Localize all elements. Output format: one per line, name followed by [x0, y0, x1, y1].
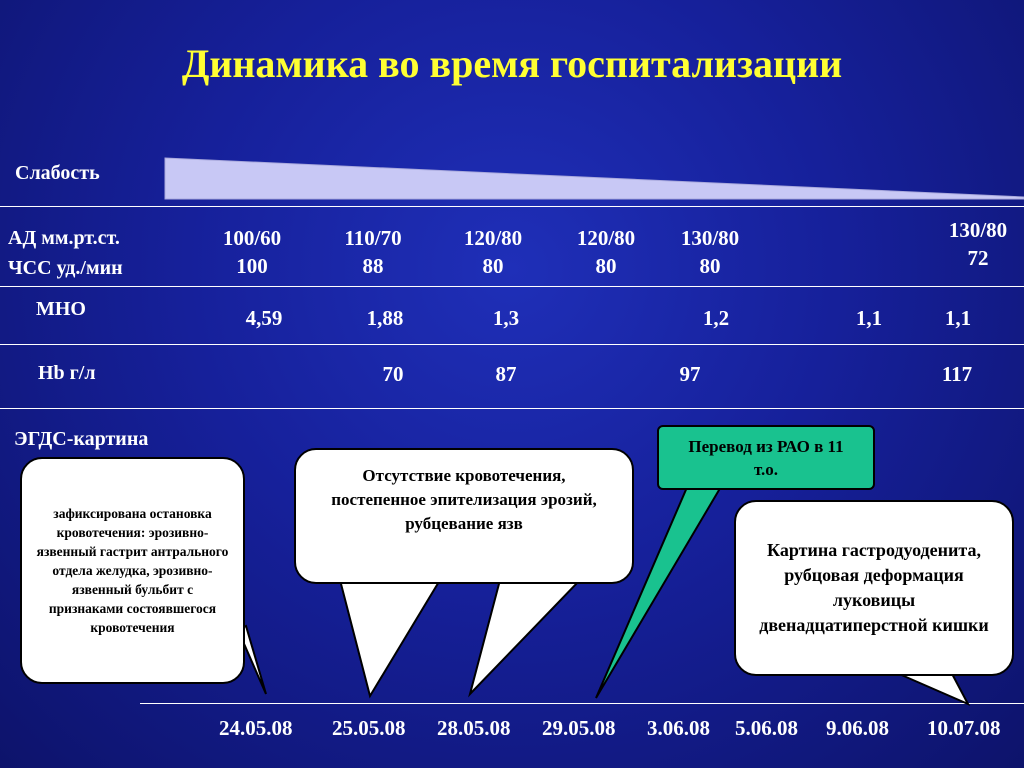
inr-value: 1,1 — [944, 306, 972, 330]
egds-callout-last — [734, 500, 1014, 676]
callout-tail — [470, 580, 580, 694]
hr-value: 80 — [699, 254, 721, 278]
weakness-label: Слабость — [15, 162, 100, 184]
callout-tail — [340, 580, 440, 696]
timeline-date: 3.06.08 — [647, 716, 710, 740]
hb-label: Hb г/л — [38, 362, 96, 384]
timeline-date: 24.05.08 — [219, 716, 293, 740]
timeline-date: 10.07.08 — [927, 716, 1001, 740]
inr-value: 1,3 — [492, 306, 520, 330]
egds-callout-second-text: Отсутствие кровотечения, постепенное эпителизация эрозий, рубцевание язв — [331, 466, 597, 533]
hr-value: 72 — [967, 246, 989, 270]
egds-label: ЭГДС-картина — [14, 428, 149, 450]
egds-callout-second — [294, 448, 634, 584]
inr-value: 1,2 — [702, 306, 730, 330]
timeline-date: 9.06.08 — [826, 716, 889, 740]
hr-value: 88 — [362, 254, 384, 278]
hb-value: 70 — [382, 362, 404, 386]
transfer-callout-text: Перевод из РАО в 11 т.о. — [688, 436, 844, 479]
egds-callout-first-text: зафиксирована остановка кровотечения: эрозивно-язвенный гастрит антрального отдела желудка, эрозивно-язвенный бульбит с признаками состоявшегося кровотечения — [36, 506, 229, 635]
egds-callout-last-text: Картина гастродуоденита, рубцовая деформация луковицы двенадцатиперстной кишки — [759, 540, 989, 635]
transfer-callout — [657, 425, 875, 490]
bp-value: 100/60 — [222, 226, 282, 250]
bp-value: 110/70 — [344, 226, 402, 250]
timeline-date: 28.05.08 — [437, 716, 511, 740]
inr-value: 4,59 — [245, 306, 283, 330]
page-title: Динамика во время госпитализации — [181, 41, 843, 86]
bp-value: 130/80 — [680, 226, 740, 250]
timeline-date: 5.06.08 — [735, 716, 798, 740]
bp-label: АД мм.рт.ст. — [8, 227, 120, 249]
inr-value: 1,1 — [855, 306, 883, 330]
bp-value: 120/80 — [463, 226, 523, 250]
bp-value: 130/80 — [948, 218, 1008, 242]
inr-label: МНО — [36, 298, 86, 320]
timeline-date: 25.05.08 — [332, 716, 406, 740]
hr-value: 100 — [236, 254, 268, 278]
hr-value: 80 — [482, 254, 504, 278]
inr-value: 1,88 — [366, 306, 404, 330]
bp-value: 120/80 — [576, 226, 636, 250]
egds-callout-first — [20, 457, 245, 684]
hb-value: 97 — [679, 362, 701, 386]
hb-value: 87 — [495, 362, 517, 386]
hr-value: 80 — [595, 254, 617, 278]
hr-label: ЧСС уд./мин — [8, 257, 123, 279]
hb-value: 117 — [941, 362, 973, 386]
timeline-date: 29.05.08 — [542, 716, 616, 740]
